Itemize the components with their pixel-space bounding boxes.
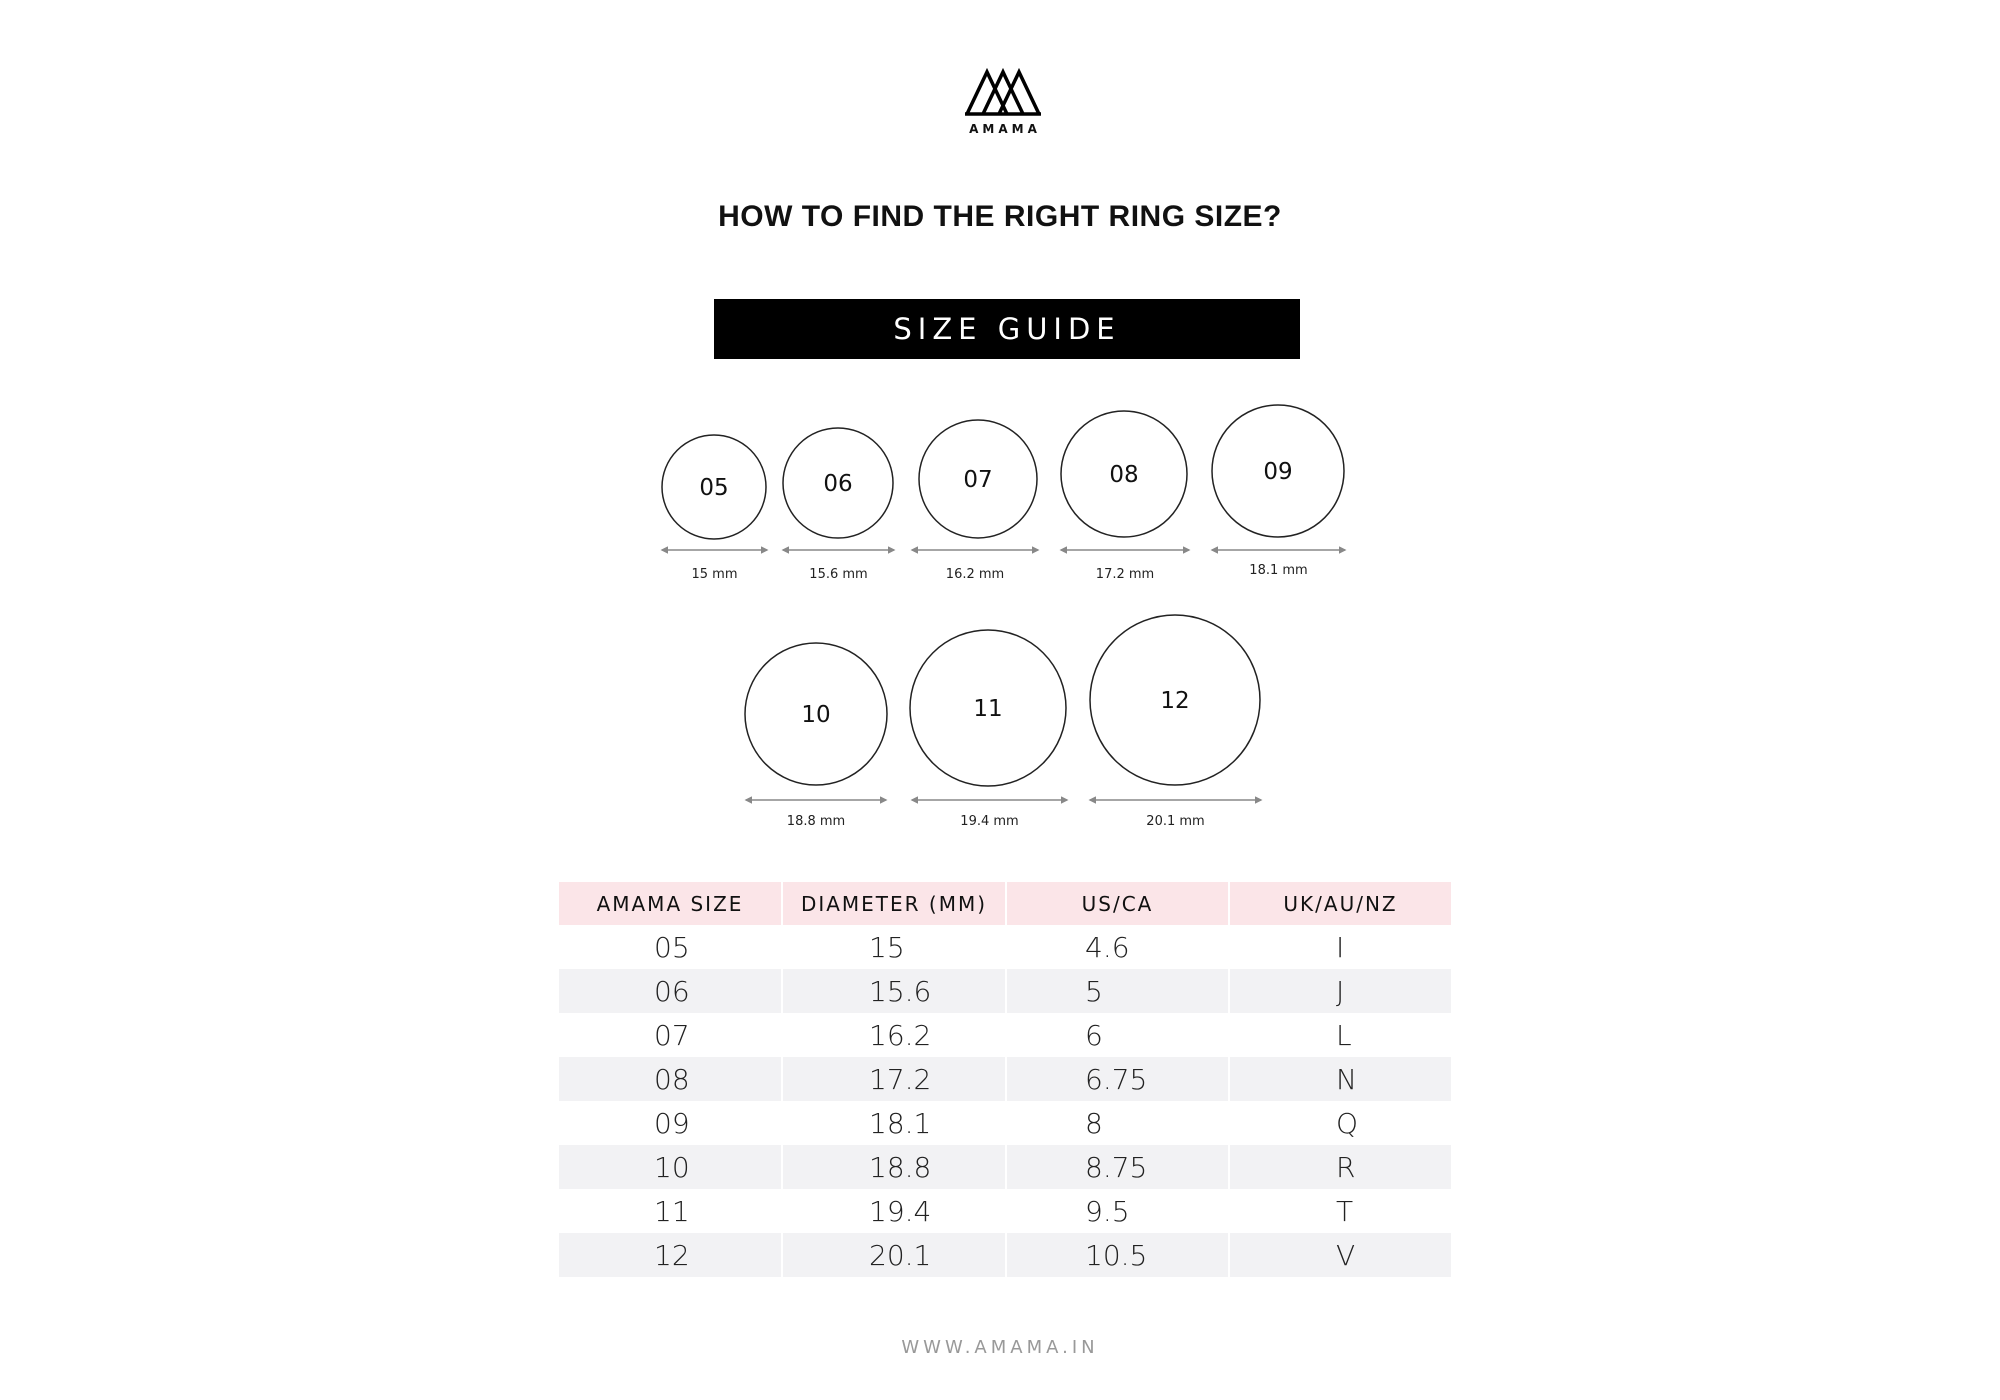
cell-diameter: 19.4: [782, 1189, 1006, 1233]
cell-uk-au-nz: Q: [1229, 1101, 1452, 1145]
cell-amama-size: 07: [559, 1013, 782, 1057]
cell-diameter: 18.8: [782, 1145, 1006, 1189]
cell-uk-au-nz: V: [1229, 1233, 1452, 1277]
ring-circle: [919, 420, 1037, 538]
table-row: [559, 1057, 1452, 1101]
brand-logo: [958, 66, 1048, 142]
ring-size-label: 08: [1109, 462, 1139, 488]
cell-us-ca: 10.5: [1006, 1233, 1229, 1277]
website-url: WWW.AMAMA.IN: [901, 1337, 1099, 1358]
cell-us-ca: 8: [1006, 1101, 1229, 1145]
ring-diameter-label: 17.2 mm: [1095, 567, 1155, 582]
ring-size-06: [783, 428, 894, 582]
ring-diameter-label: 18.8 mm: [786, 814, 846, 829]
table-row: [559, 1145, 1452, 1189]
cell-amama-size: 08: [559, 1057, 782, 1101]
ring-size-07: [912, 420, 1038, 582]
cell-amama-size: 10: [559, 1145, 782, 1189]
ring-circle: [910, 630, 1066, 786]
ring-size-label: 10: [801, 702, 831, 728]
table-row: [559, 969, 1452, 1013]
cell-diameter: 20.1: [782, 1233, 1006, 1277]
cell-uk-au-nz: R: [1229, 1145, 1452, 1189]
cell-us-ca: 8.75: [1006, 1145, 1229, 1189]
mountain-logo-icon: [963, 66, 1043, 118]
cell-uk-au-nz: N: [1229, 1057, 1452, 1101]
ring-size-label: 06: [823, 471, 853, 497]
ring-diameter-label: 15 mm: [691, 567, 738, 582]
cell-diameter: 15: [782, 925, 1006, 969]
table-header-row: [559, 882, 1452, 925]
cell-uk-au-nz: I: [1229, 925, 1452, 969]
size-chart-table: [559, 882, 1453, 1277]
ring-circle: [1212, 405, 1344, 537]
size-guide-banner: SIZE GUIDE: [714, 299, 1300, 359]
cell-amama-size: 09: [559, 1101, 782, 1145]
ring-size-label: 09: [1263, 459, 1293, 485]
cell-us-ca: 9.5: [1006, 1189, 1229, 1233]
ring-size-05: [662, 435, 767, 582]
cell-diameter: 16.2: [782, 1013, 1006, 1057]
cell-us-ca: 6.75: [1006, 1057, 1229, 1101]
ring-circle: [1061, 411, 1187, 537]
ring-diameter-label: 16.2 mm: [945, 567, 1005, 582]
ring-circle: [783, 428, 893, 538]
ring-size-10: [745, 643, 887, 829]
ring-diameter-label: 15.6 mm: [809, 567, 868, 582]
ring-size-11: [910, 630, 1067, 829]
ring-diameter-label: 18.1 mm: [1249, 563, 1308, 578]
cell-uk-au-nz: T: [1229, 1189, 1452, 1233]
table-row: [559, 1013, 1452, 1057]
page-title: HOW TO FIND THE RIGHT RING SIZE?: [718, 200, 1282, 233]
ring-size-label: 07: [963, 467, 993, 493]
table-row: [559, 925, 1452, 969]
ring-size-label: 12: [1160, 688, 1190, 714]
cell-diameter: 15.6: [782, 969, 1006, 1013]
cell-amama-size: 05: [559, 925, 782, 969]
header-diameter: DIAMETER (MM): [782, 882, 1006, 925]
ring-size-label: 05: [699, 475, 729, 501]
table-row: [559, 1101, 1452, 1145]
cell-uk-au-nz: L: [1229, 1013, 1452, 1057]
ring-circle: [662, 435, 766, 539]
header-uk-au-nz: UK/AU/NZ: [1229, 882, 1452, 925]
cell-us-ca: 5: [1006, 969, 1229, 1013]
ring-size-08: [1061, 411, 1189, 582]
ring-size-12: [1090, 615, 1261, 829]
cell-uk-au-nz: J: [1229, 969, 1452, 1013]
ring-diameter-label: 20.1 mm: [1146, 814, 1205, 829]
table-row: [559, 1189, 1452, 1233]
brand-name: AMAMA: [969, 122, 1041, 136]
cell-us-ca: 6: [1006, 1013, 1229, 1057]
header-us-ca: US/CA: [1006, 882, 1229, 925]
ring-diameter-label: 19.4 mm: [960, 814, 1019, 829]
cell-amama-size: 06: [559, 969, 782, 1013]
cell-amama-size: 11: [559, 1189, 782, 1233]
header-amama-size: AMAMA SIZE: [559, 882, 782, 925]
cell-us-ca: 4.6: [1006, 925, 1229, 969]
cell-amama-size: 12: [559, 1233, 782, 1277]
ring-size-label: 11: [973, 696, 1003, 722]
table-row: [559, 1233, 1452, 1277]
cell-diameter: 17.2: [782, 1057, 1006, 1101]
cell-diameter: 18.1: [782, 1101, 1006, 1145]
ring-size-09: [1212, 405, 1345, 578]
ring-circle: [745, 643, 887, 785]
ring-circle: [1090, 615, 1260, 785]
